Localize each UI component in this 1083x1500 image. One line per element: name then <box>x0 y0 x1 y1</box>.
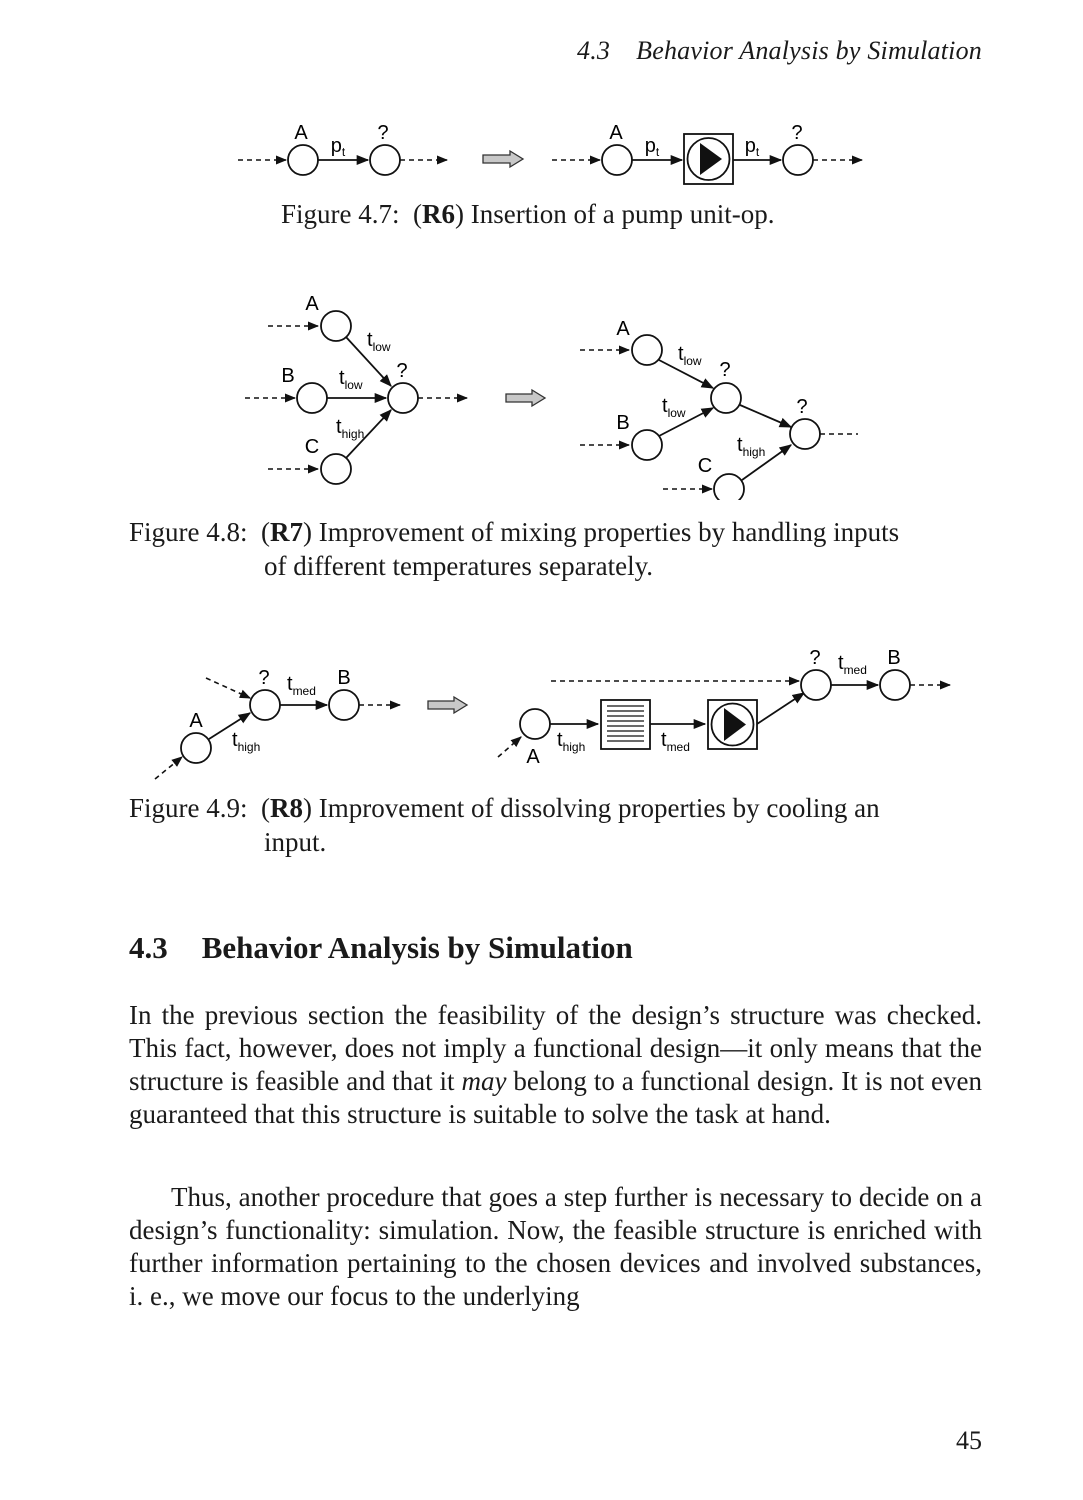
label-b: B <box>887 647 901 669</box>
label-unknown: ? <box>809 647 821 669</box>
node-b <box>632 430 662 460</box>
node-a <box>181 733 211 763</box>
label-t-med: $t_{med}$ <box>287 673 316 698</box>
transform-arrow <box>428 697 467 713</box>
node-c <box>321 454 351 484</box>
label-unknown: ? <box>719 359 731 381</box>
figure-4-9-diagram <box>0 640 1083 785</box>
section-number: 4.3 <box>129 930 168 965</box>
label-a: A <box>294 122 308 144</box>
caption-label: Figure 4.7: <box>281 199 400 229</box>
label-p: $p_t$ <box>330 135 346 159</box>
label-a: A <box>526 746 540 768</box>
running-head-section-number: 4.3 <box>577 36 611 65</box>
section-heading <box>129 930 633 966</box>
label-t-low: $t_{low}$ <box>339 367 363 392</box>
label-unknown: ? <box>791 122 803 144</box>
body-paragraph: In the previous section the feasibility of the design’s structure was checked. This fact, however, does not imply a functional design—it only means that the structure is feasible and that it may belong to a functional design. It is not even guaranteed that this structure is suitable to solve the task at hand. <box>129 1000 982 1129</box>
node-unknown <box>370 145 400 175</box>
body-paragraph: Thus, another procedure that goes a step further is necessary to decide on a design’s functionality: simulation. Now, the feasible structure is enriched with further information pertaining to the chosen devices and involved substances, i. e., we move our focus to the underlying <box>129 1182 982 1311</box>
node-b <box>880 670 910 700</box>
figure-4-9-caption: Figure 4.9: (R8) Improvement of dissolving properties by cooling an input. <box>129 791 984 859</box>
label-unknown: ? <box>258 667 270 689</box>
section-title: Behavior Analysis by Simulation <box>201 930 633 965</box>
label-t-high: $t_{high}$ <box>232 729 261 754</box>
node-b <box>329 690 359 720</box>
rule-id: R6 <box>422 199 455 229</box>
heat-exchanger-unit <box>601 700 650 749</box>
running-head-title: Behavior Analysis by Simulation <box>636 36 982 65</box>
label-t-med: $t_{med}$ <box>838 652 867 677</box>
label-a: A <box>305 293 319 315</box>
label-b: B <box>337 667 351 689</box>
label-c: C <box>304 436 320 458</box>
node-unknown <box>801 670 831 700</box>
rule-id: R7 <box>270 517 303 547</box>
emphasis: may <box>461 1066 507 1096</box>
label-unknown: ? <box>377 122 389 144</box>
label-b: B <box>616 412 630 434</box>
caption-label: Figure 4.8: <box>129 517 248 547</box>
label-t-low: $t_{low}$ <box>662 395 686 420</box>
caption-text: Improvement of dissolving properties by cooling an <box>312 793 880 823</box>
label-unknown: ? <box>796 396 808 418</box>
label-a: A <box>609 122 623 144</box>
label-a: A <box>616 318 630 340</box>
node-b <box>297 383 327 413</box>
figure-4-8-caption: Figure 4.8: (R7) Improvement of mixing properties by handling inputs of different temperatures separately. <box>129 515 984 583</box>
node-a <box>288 145 318 175</box>
label-t-high: $t_{high}$ <box>557 729 586 754</box>
caption-text-continuation: input. <box>264 827 327 857</box>
figure-4-7-diagram <box>0 110 1083 190</box>
figure-4-7-caption: Figure 4.7: (R6) Insertion of a pump unit-op. <box>281 199 775 229</box>
running-head <box>577 36 982 66</box>
label-b: B <box>281 365 295 387</box>
node-c <box>714 474 744 500</box>
caption-label: Figure 4.9: <box>129 793 248 823</box>
page-number: 45 <box>956 1426 982 1455</box>
node-unknown <box>388 383 418 413</box>
label-unknown: ? <box>396 360 408 382</box>
label-p: $p_t$ <box>644 135 660 159</box>
label-a: A <box>189 710 203 732</box>
rule-id: R8 <box>270 793 303 823</box>
node-a <box>321 311 351 341</box>
label-p: $p_t$ <box>744 135 760 159</box>
caption-text: Insertion of a pump unit-op. <box>464 199 775 229</box>
label-t-med: $t_{med}$ <box>661 729 690 754</box>
node-unknown <box>711 383 741 413</box>
transform-arrow <box>506 390 545 406</box>
label-t-low: $t_{low}$ <box>367 329 391 354</box>
label-t-high: $t_{high}$ <box>737 434 766 459</box>
node-a <box>602 145 632 175</box>
transform-arrow <box>483 151 523 167</box>
label-t-high: $t_{high}$ <box>336 416 365 441</box>
node-unknown <box>783 145 813 175</box>
label-c: C <box>697 455 713 477</box>
node-a <box>632 335 662 365</box>
node-unknown <box>790 419 820 449</box>
caption-text-continuation: of different temperatures separately. <box>264 551 654 581</box>
node-a <box>520 709 550 739</box>
node-unknown <box>250 690 280 720</box>
label-t-low: $t_{low}$ <box>678 343 702 368</box>
figure-4-8-diagram <box>0 285 1083 500</box>
caption-text: Improvement of mixing properties by handling inputs <box>312 517 900 547</box>
